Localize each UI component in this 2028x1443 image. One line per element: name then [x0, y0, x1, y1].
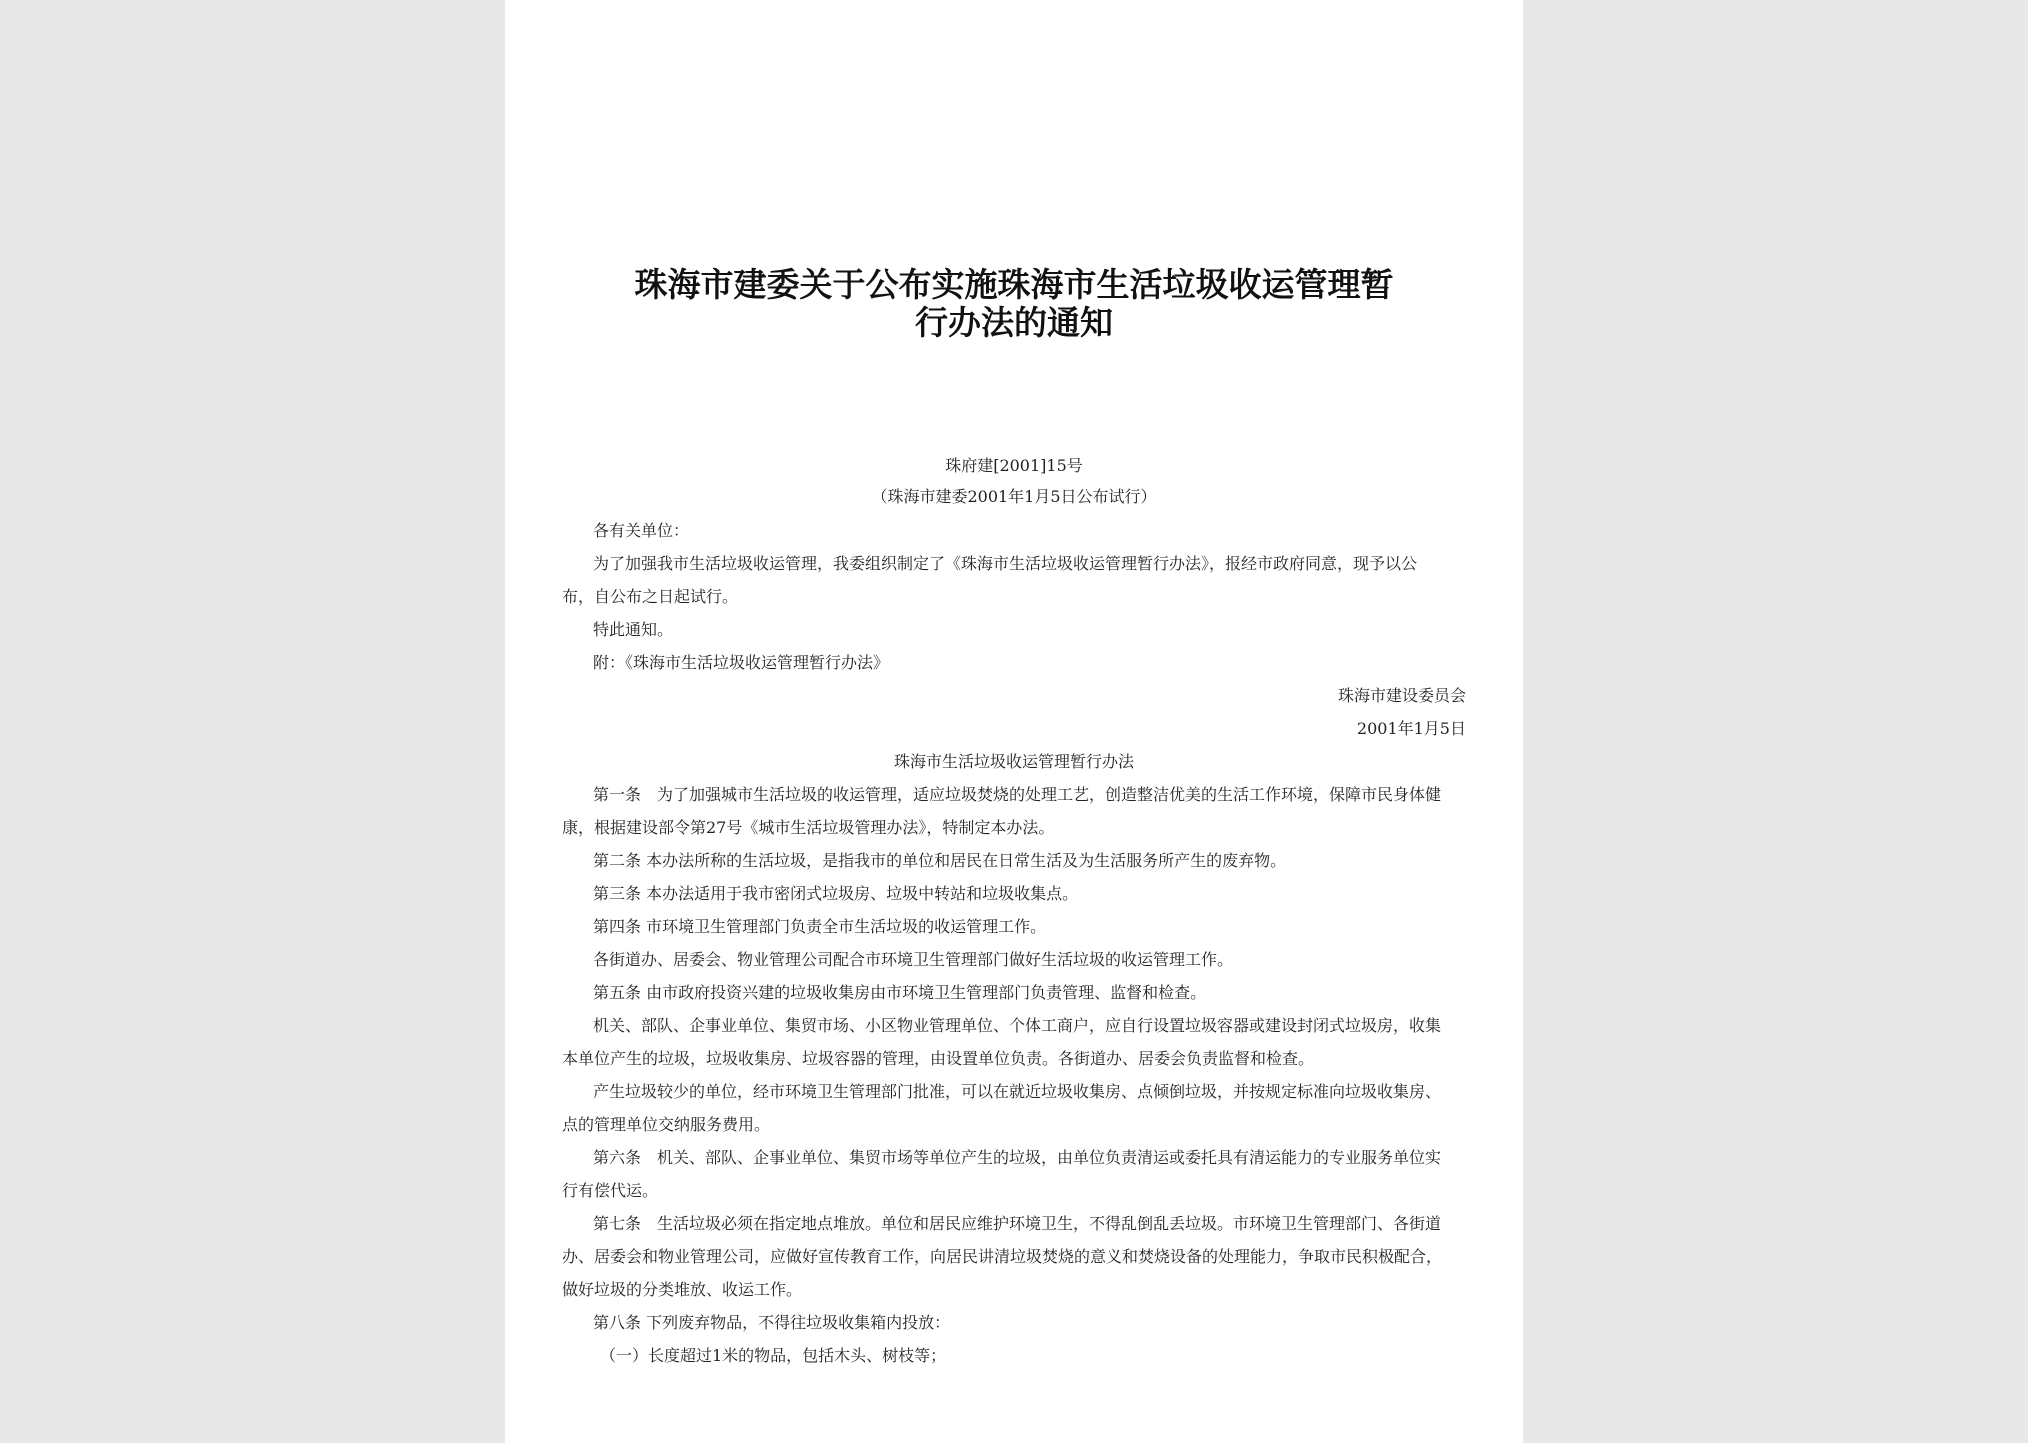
regulation-title: 珠海市生活垃圾收运管理暂行办法	[893, 752, 1134, 771]
article-8: 第八条 下列废弃物品，不得往垃圾收集箱内投放：	[593, 1313, 951, 1332]
article-5-paragraph-3-line-1: 产生垃圾较少的单位，经市环境卫生管理部门批准，可以在就近垃圾收集房、点倾倒垃圾，并按规定标准向垃圾收集房、	[593, 1082, 1442, 1101]
notice-text: 特此通知。	[593, 620, 674, 639]
article-5-paragraph-3-line-2: 点的管理单位交纳服务费用。	[562, 1115, 771, 1134]
article-5-paragraph-2-line-2: 本单位产生的垃圾，垃圾收集房、垃圾容器的管理，由设置单位负责。各街道办、居委会负责监督和检查。	[562, 1049, 1315, 1068]
article-5: 第五条 由市政府投资兴建的垃圾收集房由市环境卫生管理部门负责管理、监督和检查。	[593, 983, 1207, 1002]
salutation: 各有关单位：	[593, 521, 690, 540]
article-4: 第四条 市环境卫生管理部门负责全市生活垃圾的收运管理工作。	[593, 917, 1047, 936]
article-7-line-1: 第七条 生活垃圾必须在指定地点堆放。单位和居民应维护环境卫生，不得乱倒乱丢垃圾。市环境卫生管理部门、各街道	[593, 1214, 1442, 1233]
document-number: 珠府建[2001]15号	[945, 456, 1083, 475]
intro-line-2: 布，自公布之日起试行。	[562, 587, 739, 606]
article-2: 第二条 本办法所称的生活垃圾，是指我市的单位和居民在日常生活及为生活服务所产生的废弃物。	[593, 851, 1287, 870]
article-7-line-2: 办、居委会和物业管理公司，应做好宣传教育工作，向居民讲清垃圾焚烧的意义和焚烧设备的处理能力，争取市民积极配合，	[562, 1247, 1443, 1266]
article-1-line-1: 第一条 为了加强城市生活垃圾的收运管理，适应垃圾焚烧的处理工艺，创造整洁优美的生活工作环境，保障市民身体健	[593, 785, 1442, 804]
publish-note: （珠海市建委2001年1月5日公布试行）	[871, 487, 1157, 506]
document-page	[505, 0, 1523, 1443]
attachment-line: 附：《珠海市生活垃圾收运管理暂行办法》	[593, 653, 890, 672]
article-7-line-3: 做好垃圾的分类堆放、收运工作。	[562, 1280, 803, 1299]
article-3: 第三条 本办法适用于我市密闭式垃圾房、垃圾中转站和垃圾收集点。	[593, 884, 1079, 903]
article-1-line-2: 康，根据建设部令第27号《城市生活垃圾管理办法》，特制定本办法。	[562, 818, 1055, 837]
article-5-paragraph-2-line-1: 机关、部队、企事业单位、集贸市场、小区物业管理单位、个体工商户，应自行设置垃圾容器或建设封闭式垃圾房，收集	[593, 1016, 1442, 1035]
document-title-line-1: 珠海市建委关于公布实施珠海市生活垃圾收运管理暂	[634, 265, 1394, 304]
issuer-name: 珠海市建设委员会	[1337, 686, 1466, 705]
issue-date: 2001年1月5日	[1356, 719, 1466, 738]
intro-line-1: 为了加强我市生活垃圾收运管理，我委组织制定了《珠海市生活垃圾收运管理暂行办法》，报经市政府同意，现予以公	[593, 554, 1418, 573]
document-title-line-2: 行办法的通知	[915, 303, 1113, 342]
article-6-line-1: 第六条 机关、部队、企事业单位、集贸市场等单位产生的垃圾，由单位负责清运或委托具有清运能力的专业服务单位实	[593, 1148, 1442, 1167]
article-8-item-1: （一）长度超过1米的物品，包括木头、树枝等；	[600, 1346, 947, 1365]
article-6-line-2: 行有偿代运。	[562, 1181, 659, 1200]
article-4-paragraph-2: 各街道办、居委会、物业管理公司配合市环境卫生管理部门做好生活垃圾的收运管理工作。	[593, 950, 1234, 969]
